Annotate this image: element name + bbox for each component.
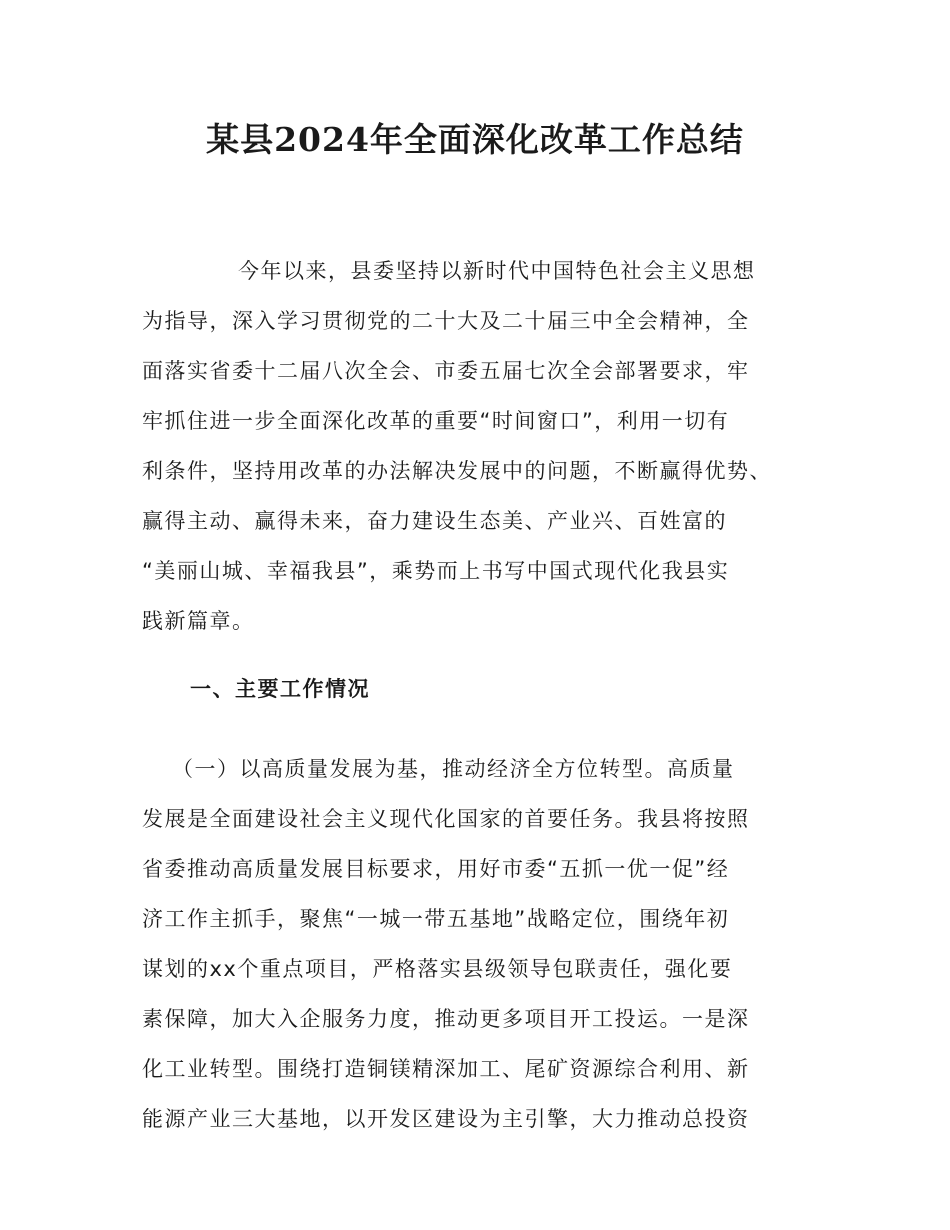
document-title: 某县2024年全面深化改革工作总结 (206, 120, 744, 159)
text-line: 践新篇章。 (142, 609, 255, 633)
intro-paragraph (142, 246, 832, 646)
text-line: 利条件，坚持用改革的办法解决发展中的问题，不断赢得优势、 (142, 459, 772, 483)
section-one-paragraph (142, 744, 832, 1144)
text-line: 为指导，深入学习贯彻党的二十大及二十届三中全会精神，全 (142, 309, 750, 333)
text-line: 化工业转型。围绕打造铜镁精深加工、尾矿资源综合利用、新 (142, 1057, 750, 1081)
text-line: 能源产业三大基地，以开发区建设为主引擎，大力推动总投资 (142, 1107, 750, 1131)
text-line: 面落实省委十二届八次全会、市委五届七次全会部署要求，牢 (142, 359, 750, 383)
text-line: 素保障，加大入企服务力度，推动更多项目开工投运。一是深 (142, 1007, 750, 1031)
text-line: 今年以来，县委坚持以新时代中国特色社会主义思想 (238, 259, 756, 283)
text-line: （一）以高质量发展为基，推动经济全方位转型。高质量 (172, 757, 735, 781)
text-line: 谋划的xx个重点项目，严格落实县级领导包联责任，强化要 (142, 957, 733, 981)
text-line: 赢得主动、赢得未来，奋力建设生态美、产业兴、百姓富的 (142, 509, 727, 533)
text-line: “美丽山城、幸福我县”，乘势而上书写中国式现代化我县实 (142, 559, 730, 583)
section-heading: 一、主要工作情况 (190, 677, 370, 701)
text-line: 发展是全面建设社会主义现代化国家的首要任务。我县将按照 (142, 807, 750, 831)
text-line: 牢抓住进一步全面深化改革的重要“时间窗口”，利用一切有 (142, 409, 730, 433)
text-line: 济工作主抓手，聚焦“一城一带五基地”战略定位，围绕年初 (142, 907, 730, 931)
text-line: 省委推动高质量发展目标要求，用好市委“五抓一优一促”经 (142, 857, 730, 881)
